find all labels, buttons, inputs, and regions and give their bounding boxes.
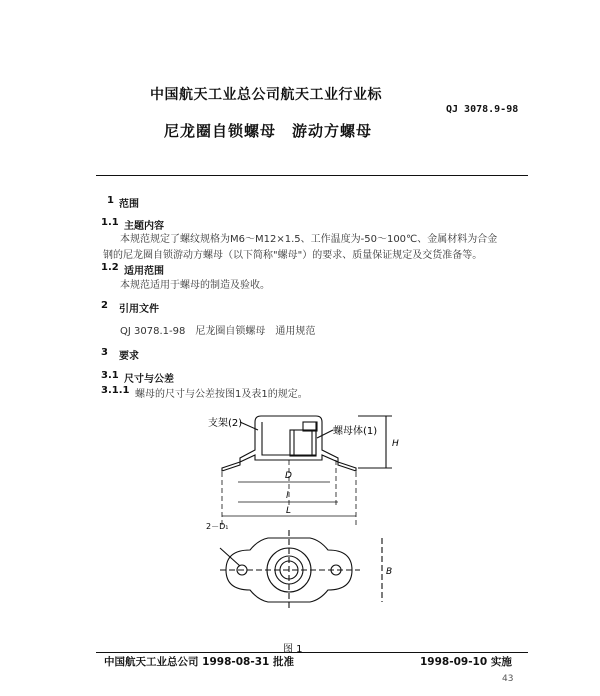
document-title: 尼龙圈自锁螺母 游动方螺母: [164, 122, 373, 140]
figure-caption: 图 1: [283, 644, 303, 655]
section-2-title: 引用文件: [119, 304, 159, 315]
dim-label-l: l: [286, 491, 289, 501]
nut-body-thread: [294, 430, 312, 456]
footer-divider: [96, 652, 528, 653]
section-3-title: 要求: [119, 351, 139, 362]
dim-label-L: L: [286, 506, 292, 516]
section-3-1-title: 尺寸与公差: [124, 374, 174, 385]
section-2-number: 2: [101, 300, 108, 311]
nut-body-leader-line: [317, 430, 333, 438]
dim-h-line: [358, 416, 392, 468]
section-1-number: 1: [107, 195, 114, 206]
approval-line: 中国航天工业总公司 1998-08-31 批准: [104, 656, 294, 668]
figure-1-drawing: [0, 400, 600, 636]
section-2-text: QJ 3078.1-98 尼龙圈自锁螺母 通用规范: [120, 326, 316, 337]
section-1-1-text-line2: 钢的尼龙圈自锁游动方螺母（以下简称"螺母"）的要求、质量保证规定及交货准备等。: [103, 250, 483, 261]
section-1-1-number: 1.1: [101, 217, 119, 228]
implementation-line: 1998-09-10 实施: [420, 656, 512, 668]
section-1-1-title: 主题内容: [124, 221, 164, 232]
dim-label-holes: 2－D₁: [206, 522, 229, 531]
dim-label-d: D: [285, 471, 292, 481]
page-number: 43: [502, 674, 514, 684]
section-1-1-text-line1: 本规范规定了螺纹规格为M6～M12×1.5、工作温度为-50～100℃、金属材料为合金: [120, 234, 498, 245]
header-divider: [96, 175, 528, 176]
hole-leader-line: [220, 548, 240, 566]
section-1-title: 范围: [119, 199, 139, 210]
dim-label-h: H: [392, 439, 399, 449]
standard-code: QJ 3078.9-98: [446, 104, 519, 115]
section-1-2-title: 适用范围: [124, 266, 164, 277]
section-3-1-number: 3.1: [101, 370, 119, 381]
section-1-2-number: 1.2: [101, 262, 119, 273]
label-nut-body: 螺母体(1): [333, 426, 378, 437]
bracket-inner-outline: [262, 422, 316, 455]
extension-lines: [289, 460, 356, 528]
section-1-2-text: 本规范适用于螺母的制造及验收。: [120, 280, 270, 291]
issuing-organization: 中国航天工业总公司航天工业行业标: [150, 87, 382, 103]
centerlines: [220, 530, 360, 610]
section-3-number: 3: [101, 347, 108, 358]
dim-label-b: B: [386, 567, 393, 577]
label-bracket: 支架(2): [208, 418, 243, 429]
section-3-1-1-number: 3.1.1: [101, 385, 130, 396]
section-3-1-1-text: 螺母的尺寸与公差按图1及表1的规定。: [135, 389, 308, 400]
